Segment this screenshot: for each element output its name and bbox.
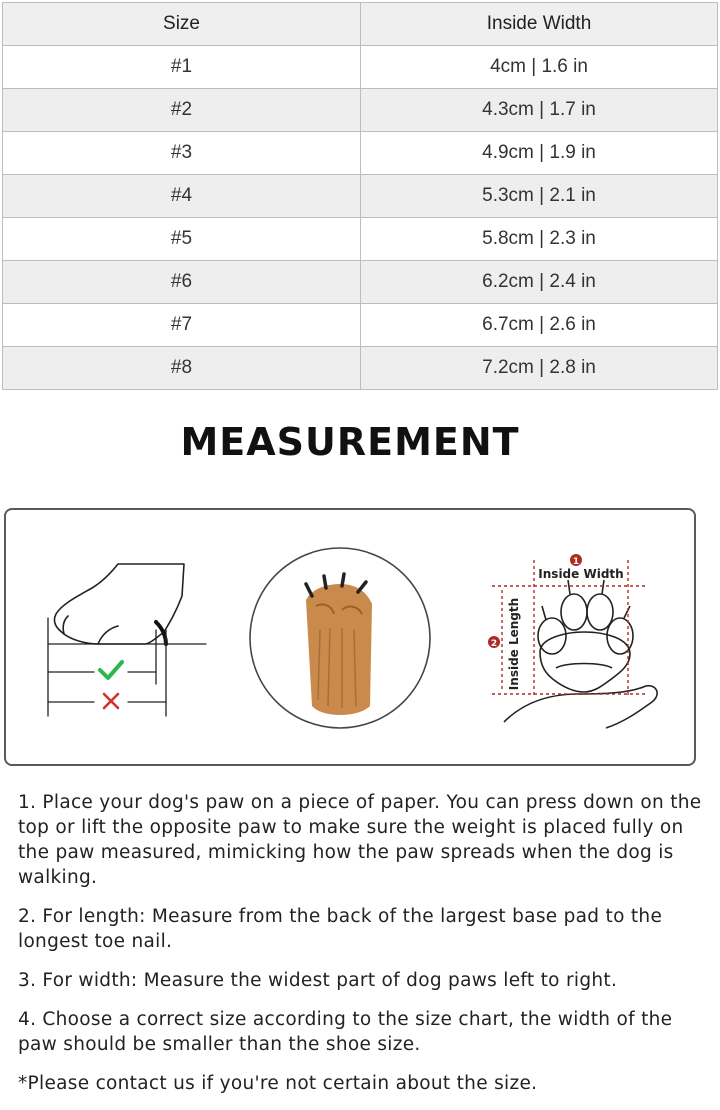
inside-width-label: Inside Width	[538, 567, 624, 581]
table-row	[3, 175, 718, 218]
inside-width-column-header: Inside Width	[361, 3, 718, 46]
measurement-diagram-panel	[4, 508, 696, 766]
size-cell: #8	[3, 347, 361, 390]
instruction-step-4: 4. Choose a correct size according to the size chart, the width of the paw should be smaller than the shoe size.	[18, 1009, 673, 1055]
width-cell: 5.3cm | 2.1 in	[361, 175, 718, 218]
table-row	[3, 218, 718, 261]
table-row	[3, 261, 718, 304]
paw-photo	[250, 548, 430, 728]
width-cell: 6.7cm | 2.6 in	[361, 304, 718, 347]
size-cell: #4	[3, 175, 361, 218]
inside-length-label: Inside Length	[507, 597, 521, 691]
width-cell: 5.8cm | 2.3 in	[361, 218, 718, 261]
table-row	[3, 304, 718, 347]
measurement-heading: MEASUREMENT	[180, 420, 520, 464]
width-cell: 4.9cm | 1.9 in	[361, 132, 718, 175]
table-row	[3, 132, 718, 175]
cross-icon	[104, 694, 118, 708]
width-badge-number: 1	[572, 557, 580, 567]
instruction-step-2: 2. For length: Measure from the back of the largest base pad to the longest toe nail.	[18, 906, 663, 952]
instruction-step-3: 3. For width: Measure the widest part of dog paws left to right.	[18, 970, 618, 991]
size-chart-table	[2, 2, 718, 390]
table-row	[3, 89, 718, 132]
measurement-instructions	[18, 790, 708, 1110]
width-cell: 4cm | 1.6 in	[361, 46, 718, 89]
size-cell: #1	[3, 46, 361, 89]
size-cell: #3	[3, 132, 361, 175]
width-cell: 4.3cm | 1.7 in	[361, 89, 718, 132]
size-cell: #7	[3, 304, 361, 347]
width-cell: 6.2cm | 2.4 in	[361, 261, 718, 304]
table-row	[3, 347, 718, 390]
paw-outline-icon	[504, 580, 657, 728]
table-row	[3, 46, 718, 89]
measurement-diagram	[6, 510, 698, 768]
size-cell: #6	[3, 261, 361, 304]
width-cell: 7.2cm | 2.8 in	[361, 347, 718, 390]
length-badge	[488, 636, 500, 649]
width-badge	[570, 554, 582, 567]
table-header-row	[3, 3, 718, 46]
contact-note: *Please contact us if you're not certain about the size.	[18, 1073, 538, 1094]
size-cell: #2	[3, 89, 361, 132]
instruction-step-1: 1. Place your dog's paw on a piece of paper. You can press down on the top or lift the opposite paw to make sure the weight is placed fully on the paw measured, mimicking how the paw spreads when the dog is walking.	[18, 792, 702, 888]
size-column-header: Size	[3, 3, 361, 46]
size-cell: #5	[3, 218, 361, 261]
check-icon	[100, 662, 122, 678]
length-badge-number: 2	[490, 639, 498, 649]
shoe-outline-icon	[48, 564, 206, 716]
